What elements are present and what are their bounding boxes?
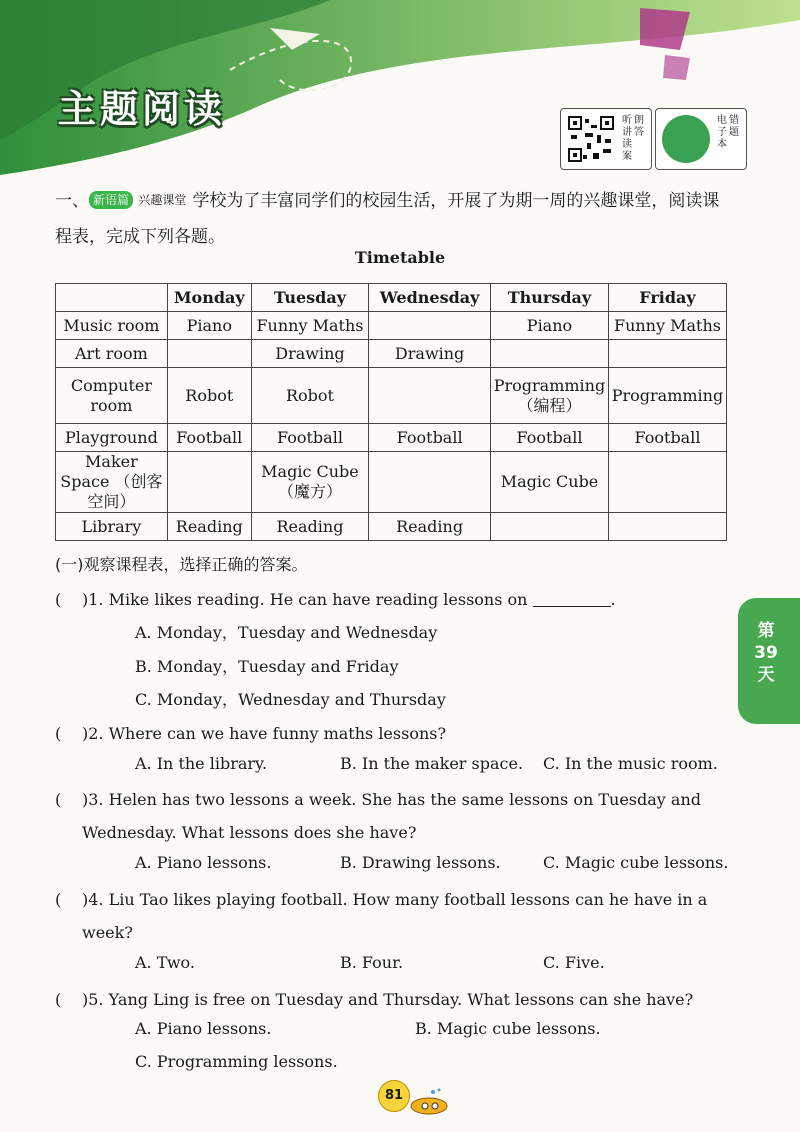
table-cell: Football — [491, 424, 609, 452]
table-cell: Robot — [167, 368, 251, 424]
timetable — [55, 283, 727, 541]
table-cell: Monday — [167, 284, 251, 312]
option[interactable]: A. Two. — [135, 953, 195, 972]
table-cell: Playground — [56, 424, 168, 452]
answer-paren[interactable]: ( — [55, 790, 62, 809]
table-cell: Football — [369, 424, 491, 452]
answer-paren[interactable]: ( — [55, 890, 62, 909]
question-1: )1. Mike likes reading. He can have reading lessons on . — [82, 590, 616, 609]
table-row — [56, 340, 727, 368]
table-cell — [608, 452, 726, 513]
table-cell: Drawing — [369, 340, 491, 368]
table-cell — [369, 368, 491, 424]
error-book-label: 电子 错题 本 — [717, 115, 739, 150]
table-cell: Music room — [56, 312, 168, 340]
table-row — [56, 424, 727, 452]
table-row — [56, 368, 727, 424]
table-cell — [167, 452, 251, 513]
table-cell: Football — [251, 424, 369, 452]
table-row — [56, 452, 727, 513]
submarine-icon — [405, 1088, 450, 1116]
table-cell: Reading — [167, 513, 251, 541]
page-number: 81 — [378, 1080, 410, 1112]
table-cell: Maker Space （创客空间） — [56, 452, 168, 513]
qr-code-icon — [567, 115, 615, 163]
table-cell — [608, 340, 726, 368]
table-cell — [608, 513, 726, 541]
table-cell — [491, 340, 609, 368]
option[interactable]: C. In the music room. — [543, 754, 718, 773]
table-cell: Library — [56, 513, 168, 541]
question-3: )3. Helen has two lessons a week. She has the same lessons on Tuesday and Wednesday. What lessons does she have? — [82, 790, 701, 842]
table-cell — [56, 284, 168, 312]
leaf-logo-icon — [662, 115, 710, 163]
option[interactable]: B. Drawing lessons. — [340, 853, 501, 872]
table-cell: Programming — [608, 368, 726, 424]
table-cell — [491, 513, 609, 541]
error-book-box[interactable] — [655, 108, 747, 170]
cube-icon — [640, 8, 690, 50]
table-cell: Football — [608, 424, 726, 452]
question-4: )4. Liu Tao likes playing football. How many football lessons can he have in a week? — [82, 890, 708, 942]
table-cell: Programming （编程） — [491, 368, 609, 424]
option[interactable]: C. Programming lessons. — [135, 1052, 338, 1071]
table-cell — [369, 312, 491, 340]
option[interactable]: A. In the library. — [135, 754, 268, 773]
section-instruction — [55, 182, 735, 255]
instruction-text: 学校为了丰富同学们的校园生活，开展了为期一周的兴趣课堂，阅读课程表，完成下列各题。 — [55, 191, 720, 247]
question-2: )2. Where can we have funny maths lessons? — [82, 724, 447, 743]
table-cell: Tuesday — [251, 284, 369, 312]
table-cell: Wednesday — [369, 284, 491, 312]
part-heading: (一)观察课程表，选择正确的答案。 — [55, 555, 308, 574]
table-cell — [369, 452, 491, 513]
table-cell: Drawing — [251, 340, 369, 368]
table-cell: Thursday — [491, 284, 609, 312]
table-cell: Piano — [167, 312, 251, 340]
table-cell: Computer room — [56, 368, 168, 424]
table-cell: Art room — [56, 340, 168, 368]
table-cell: Reading — [251, 513, 369, 541]
table-cell: Magic Cube — [491, 452, 609, 513]
table-row — [56, 312, 727, 340]
topic-badge: 兴趣课堂 — [138, 193, 187, 207]
option[interactable]: B. Magic cube lessons. — [415, 1019, 601, 1038]
option[interactable]: A. Monday，Tuesday and Wednesday — [135, 623, 438, 642]
option[interactable]: A. Piano lessons. — [135, 1019, 272, 1038]
timetable-header-row — [56, 284, 727, 312]
table-cell: Reading — [369, 513, 491, 541]
new-text-badge: 新语篇 — [89, 191, 133, 209]
section-number: 一、 — [55, 191, 89, 211]
option[interactable]: B. Four. — [340, 953, 404, 972]
table-cell: Piano — [491, 312, 609, 340]
table-cell: Funny Maths — [251, 312, 369, 340]
answer-blank[interactable] — [533, 592, 611, 607]
option[interactable]: C. Five. — [543, 953, 605, 972]
answer-paren[interactable]: ( — [55, 724, 62, 743]
question-5: )5. Yang Ling is free on Tuesday and Thursday. What lessons can she have? — [82, 990, 694, 1009]
timetable-title: Timetable — [354, 248, 446, 267]
table-row — [56, 513, 727, 541]
option[interactable]: B. In the maker space. — [340, 754, 524, 773]
option[interactable]: C. Magic cube lessons. — [543, 853, 729, 872]
page-title-block — [58, 78, 226, 133]
page-title: 主题阅读 — [58, 87, 227, 131]
table-cell: Football — [167, 424, 251, 452]
table-cell — [167, 340, 251, 368]
day-tab: 第39天 — [738, 598, 800, 724]
option[interactable]: C. Monday，Wednesday and Thursday — [135, 690, 446, 709]
table-cell: Robot — [251, 368, 369, 424]
table-cell: Magic Cube （魔方） — [251, 452, 369, 513]
table-cell: Friday — [608, 284, 726, 312]
option[interactable]: A. Piano lessons. — [135, 853, 272, 872]
answer-paren[interactable]: ( — [55, 990, 62, 1009]
table-cell: Funny Maths — [608, 312, 726, 340]
qr-code-box[interactable] — [560, 108, 652, 170]
qr-label: 听讲 朗答 读案 — [622, 115, 644, 162]
option[interactable]: B. Monday，Tuesday and Friday — [135, 657, 399, 676]
answer-paren[interactable]: ( — [55, 590, 62, 609]
